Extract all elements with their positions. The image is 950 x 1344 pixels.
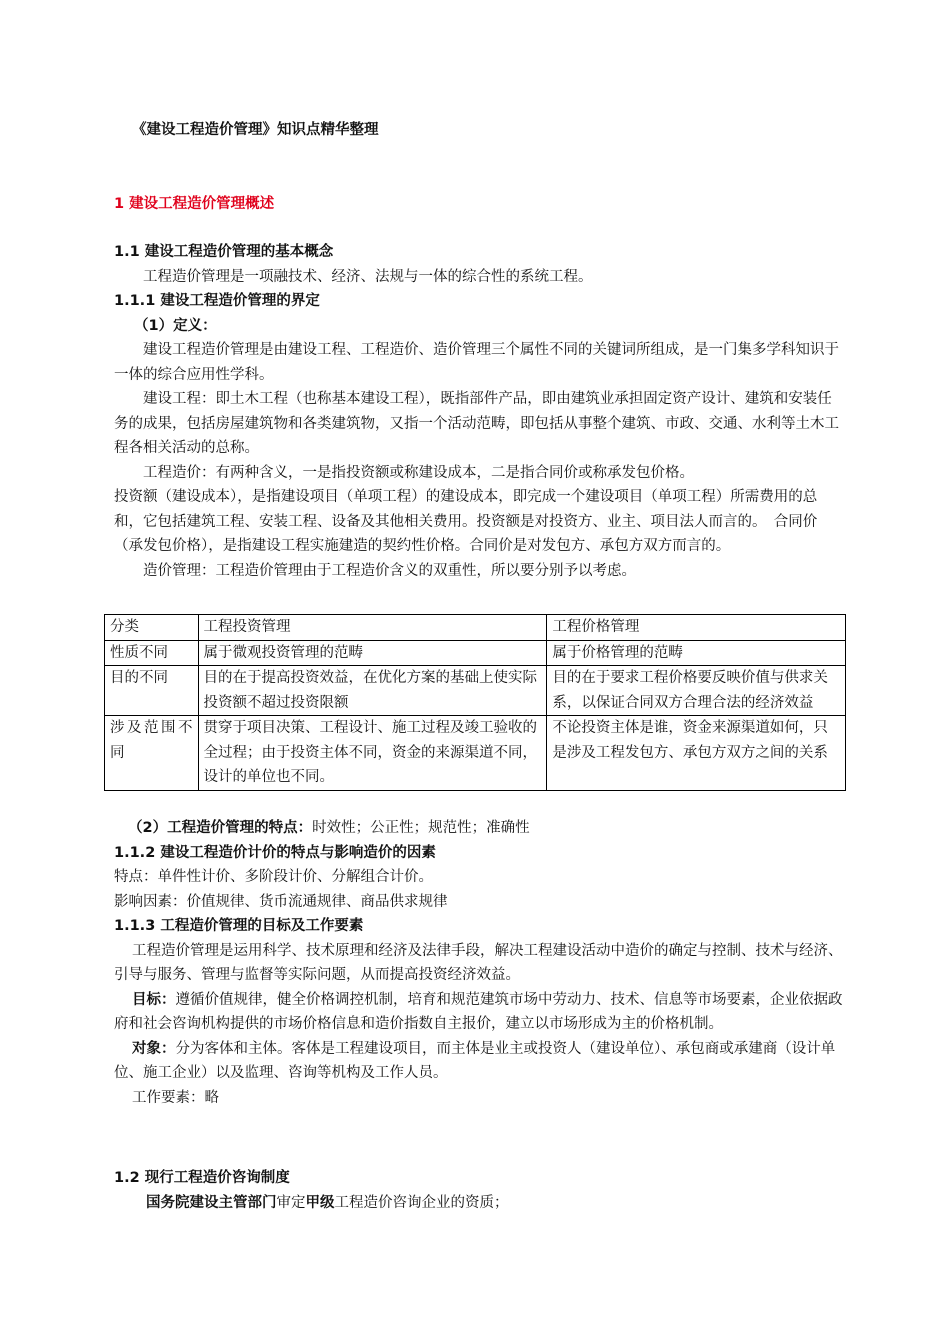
section-heading: 1.2 现行工程造价咨询制度 [114,1170,290,1186]
table-header-cell: 工程价格管理 [547,615,846,641]
subsection-heading: 1.1.3 工程造价管理的目标及工作要素 [114,918,364,934]
table-header-row [105,615,846,641]
goal-label: 目标： [132,991,176,1008]
paragraph: 建设工程造价管理是由建设工程、工程造价、造价管理三个属性不同的关键词所组成，是一门集多学科知识于一体的综合应用性学科。 [114,342,839,383]
paragraph: 工作要素：略 [132,1089,219,1106]
features-line [114,816,844,841]
subsection-heading: 1.1.2 建设工程造价计价的特点与影响造价的因素 [114,844,436,861]
section-heading: 1.1 建设工程造价管理的基本概念 [114,244,334,260]
paragraph: 影响因素：价值规律、货币流通规律、商品供求规律 [114,893,448,910]
paragraph: 建设工程：即土木工程（也称基本建设工程），既指部件产品，即由建筑业承担固定资产设计、建筑和安装任务的成果，包括房屋建筑物和各类建筑物，又指一个活动范畴，即包括从事整个建筑、市政、交通、水利等土木工程各相关活动的总称。 [114,391,839,456]
features-label: （2）工程造价管理的特点： [128,820,313,836]
table-row [105,640,846,666]
document-title: 《建设工程造价管理》知识点精华整理 [132,122,379,138]
goal-text: 遵循价值规律，健全价格调控机制，培育和规范建筑市场中劳动力、技术、信息等市场要素，企业依据政府和社会咨询机构提供的市场价格信息和造价指数自主报价，建立以市场形成为主的价格机制。 [114,991,843,1032]
comparison-table [104,614,846,791]
text: 工程造价咨询企业的资质； [334,1194,509,1211]
definition-label: （1）定义： [134,317,217,334]
paragraph [114,1191,844,1216]
subsection-heading: 1.1.1 建设工程造价管理的界定 [114,293,320,309]
paragraph: 特点：单件性计价、多阶段计价、分解组合计价。 [114,869,433,885]
section-continued [114,816,844,1110]
table-cell: 目的在于要求工程价格要反映价值与供求关系，以保证合同双方合理合法的经济效益 [547,666,846,716]
table-cell: 属于价格管理的范畴 [547,640,846,666]
section-1-2 [114,1166,844,1215]
section-1-1 [114,240,844,583]
paragraph: 工程造价：有两种含义，一是指投资额或称建设成本，二是指合同价或称承发包价格。 [143,464,694,481]
paragraph: 造价管理：工程造价管理由于工程造价含义的双重性，所以要分别予以考虑。 [143,562,636,579]
table-cell: 贯穿于项目决策、工程设计、施工过程及竣工验收的全过程；由于投资主体不同，资金的来源渠道不同，设计的单位也不同。 [198,716,547,791]
features-text: 时效性；公正性；规范性；准确性 [312,820,530,836]
object-paragraph [114,1037,844,1086]
bold-text: 甲级 [305,1194,335,1211]
text: 审定 [276,1194,306,1211]
bold-text: 国务院建设主管部门 [146,1194,277,1211]
paragraph: 工程造价管理是一项融技术、经济、法规与一体的综合性的系统工程。 [143,268,593,285]
table-cell: 目的不同 [105,666,199,716]
table-header-cell: 工程投资管理 [198,615,547,641]
table-cell: 性质不同 [105,640,199,666]
table-cell: 不论投资主体是谁，资金来源渠道如何，只是涉及工程发包方、承包方双方之间的关系 [547,716,846,791]
paragraph: 工程造价管理是运用科学、技术原理和经济及法律手段，解决工程建设活动中造价的确定与控制、技术与经济、引导与服务、管理与监督等实际问题，从而提高投资经济效益。 [114,942,843,983]
table-header-cell: 分类 [105,615,199,641]
table-row [105,716,846,791]
table-cell: 涉及范围不同 [105,716,199,791]
table-row [105,666,846,716]
goal-paragraph [114,988,844,1037]
table-cell: 属于微观投资管理的范畴 [198,640,547,666]
chapter-heading: 1 建设工程造价管理概述 [114,196,275,212]
table-cell: 目的在于提高投资效益，在优化方案的基础上使实际投资额不超过投资限额 [198,666,547,716]
paragraph: 投资额（建设成本），是指建设项目（单项工程）的建设成本，即完成一个建设项目（单项工程）所需费用的总和，它包括建筑工程、安装工程、设备及其他相关费用。投资额是对投资方、业主、项目法人而言的。 合同价（承发包价格），是指建设工程实施建造的契约性价格。合同价是对发包方、承包方双方而言的。 [114,489,818,554]
object-text: 分为客体和主体。客体是工程建设项目，而主体是业主或投资人（建设单位）、承包商或承建商（设计单位、施工企业）以及监理、咨询等机构及工作人员。 [114,1040,836,1081]
object-label: 对象： [132,1040,176,1057]
